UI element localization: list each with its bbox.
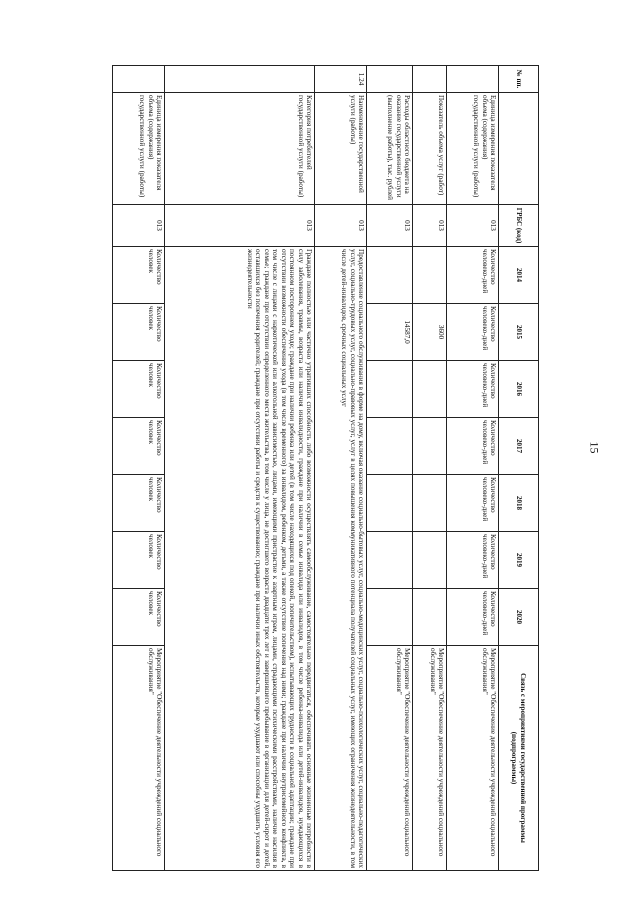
header-year: 2014	[499, 247, 539, 304]
row-year-value: Количество человек	[113, 304, 165, 361]
row-link: Мероприятие "Обеспечение деятельности учреждений социального обслуживания"	[413, 646, 447, 871]
header-grbs: ГРБС (код)	[499, 205, 539, 247]
row-year-value	[413, 418, 447, 475]
row-num	[367, 66, 413, 93]
row-grbs: 013	[315, 205, 367, 247]
row-merged-text: Граждане полностью или частично утративших способность либо возможности осуществлять самообслуживание, самостоятельно передвигаться, обеспечивать основные жизненные потребности в силу заболевания, травмы, возраста или наличия инвалидности, граждане при наличии в семье инвалида или инвалидов, в том числе ребенка-инвалида или детей-инвалидов, нуждающихся в постоянном постороннем уходе; граждане при наличии ребенка или детей (в том числе находящихся под опекой, попечительством), испытывающих трудности в социальной адаптации; граждане при отсутствии возможности обеспечения ухода (в том числе временного) за инвалидом, ребенком, детьми, а также отсутствие попечения над ними; граждане при наличии внутрисемейного конфликта, в том числе с лицами с наркотической или алкогольной зависимостью, лицами, имеющими пристрастие к азартным играм, лицами, страдающими психическими расстройствами, наличие насилия в семье; граждане при отсутствии определенного места жительства, в том числе у лица, не достигшего возраста двадцати трех лет и завершившего пребывание в организации для детей-сирот и детей, оставшихся без попечения родителей; граждане при отсутствии работы и средств к существованию; граждане при наличии иных обстоятельств, которые ухудшают или способны ухудшить условия его жизнедеятельности	[165, 247, 315, 871]
header-year: 2015	[499, 304, 539, 361]
header-year: 2020	[499, 589, 539, 646]
row-name: Единица измерения показателя объема (содержания) государственной услуги (работы)	[447, 93, 499, 205]
row-year-value	[367, 247, 413, 304]
row-year-value: Количество человеко-дней	[447, 361, 499, 418]
row-num	[413, 66, 447, 93]
page-number: 15	[587, 441, 602, 454]
row-year-value: 14587,0	[367, 304, 413, 361]
row-year-value	[367, 418, 413, 475]
row-year-value: Количество человеко-дней	[447, 247, 499, 304]
row-num	[447, 66, 499, 93]
row-year-value: Количество человек	[113, 247, 165, 304]
row-link: Мероприятие "Обеспечение деятельности учреждений социального обслуживания"	[113, 646, 165, 871]
rotated-table-wrapper	[49, 65, 539, 870]
row-grbs: 013	[447, 205, 499, 247]
row-grbs: 013	[165, 205, 315, 247]
row-year-value: Количество человек	[113, 418, 165, 475]
row-year-value	[413, 589, 447, 646]
row-year-value	[367, 475, 413, 532]
row-year-value: Количество человеко-дней	[447, 418, 499, 475]
row-year-value	[413, 532, 447, 589]
row-name: Категория потребителей государственной услуги (работы)	[165, 93, 315, 205]
row-grbs: 013	[413, 205, 447, 247]
row-link: Мероприятие "Обеспечение деятельности учреждений социального обслуживания"	[447, 646, 499, 871]
row-grbs: 013	[367, 205, 413, 247]
header-year: 2018	[499, 475, 539, 532]
row-num	[165, 66, 315, 93]
row-year-value: Количество человек	[113, 589, 165, 646]
row-grbs: 013	[113, 205, 165, 247]
header-year: 2016	[499, 361, 539, 418]
row-year-value	[367, 361, 413, 418]
row-year-value	[367, 532, 413, 589]
row-year-value	[413, 247, 447, 304]
table-row	[413, 66, 447, 871]
row-year-value	[413, 475, 447, 532]
row-merged-text: Предоставление социального обслуживания в форме на дому, включая оказание социально-бытовых услуг, социально-медицинских услуг, социально-психологических услуг, социально-педагогических услуг, социально-трудовых услуг, социально-правовых услуг, услуг в целях повышения коммуникативного потенциала получателей социальных услуг, имеющих ограничения жизнедеятельности, в том числе детей-инвалидов, срочных социальных услуг	[315, 247, 367, 871]
table-row	[447, 66, 499, 871]
row-year-value: Количество человеко-дней	[447, 532, 499, 589]
row-name: Наименование государственной услуги (работы)	[315, 93, 367, 205]
row-num: 1.24	[315, 66, 367, 93]
table-row	[165, 66, 315, 871]
table-row	[113, 66, 165, 871]
table-row	[315, 66, 367, 871]
row-year-value: Количество человек	[113, 361, 165, 418]
row-year-value: Количество человеко-дней	[447, 304, 499, 361]
row-year-value: Количество человеко-дней	[447, 475, 499, 532]
row-year-value: Количество человеко-дней	[447, 589, 499, 646]
row-year-value	[413, 361, 447, 418]
header-year: 2019	[499, 532, 539, 589]
row-link: Мероприятие "Обеспечение деятельности учреждений социального обслуживания"	[367, 646, 413, 871]
row-year-value	[367, 589, 413, 646]
header-year: 2017	[499, 418, 539, 475]
table-row	[367, 66, 413, 871]
header-link: Связь с мероприятиями государственной программы (подпрограммы)	[499, 646, 539, 871]
row-name: Единица измерения показателя объема (содержания) государственной услуги (работы)	[113, 93, 165, 205]
services-table	[112, 65, 539, 871]
row-year-value: Количество человек	[113, 532, 165, 589]
row-year-value: Количество человек	[113, 475, 165, 532]
header-name	[499, 93, 539, 205]
header-num: № пп.	[499, 66, 539, 93]
row-num	[113, 66, 165, 93]
row-year-value: 3600	[413, 304, 447, 361]
header-row	[499, 66, 539, 871]
row-name: Показатель объема услуг (работ)	[413, 93, 447, 205]
row-name: Расходы областного бюджета на оказание государственной услуги (выполнение работы), тыс. рублей	[367, 93, 413, 205]
